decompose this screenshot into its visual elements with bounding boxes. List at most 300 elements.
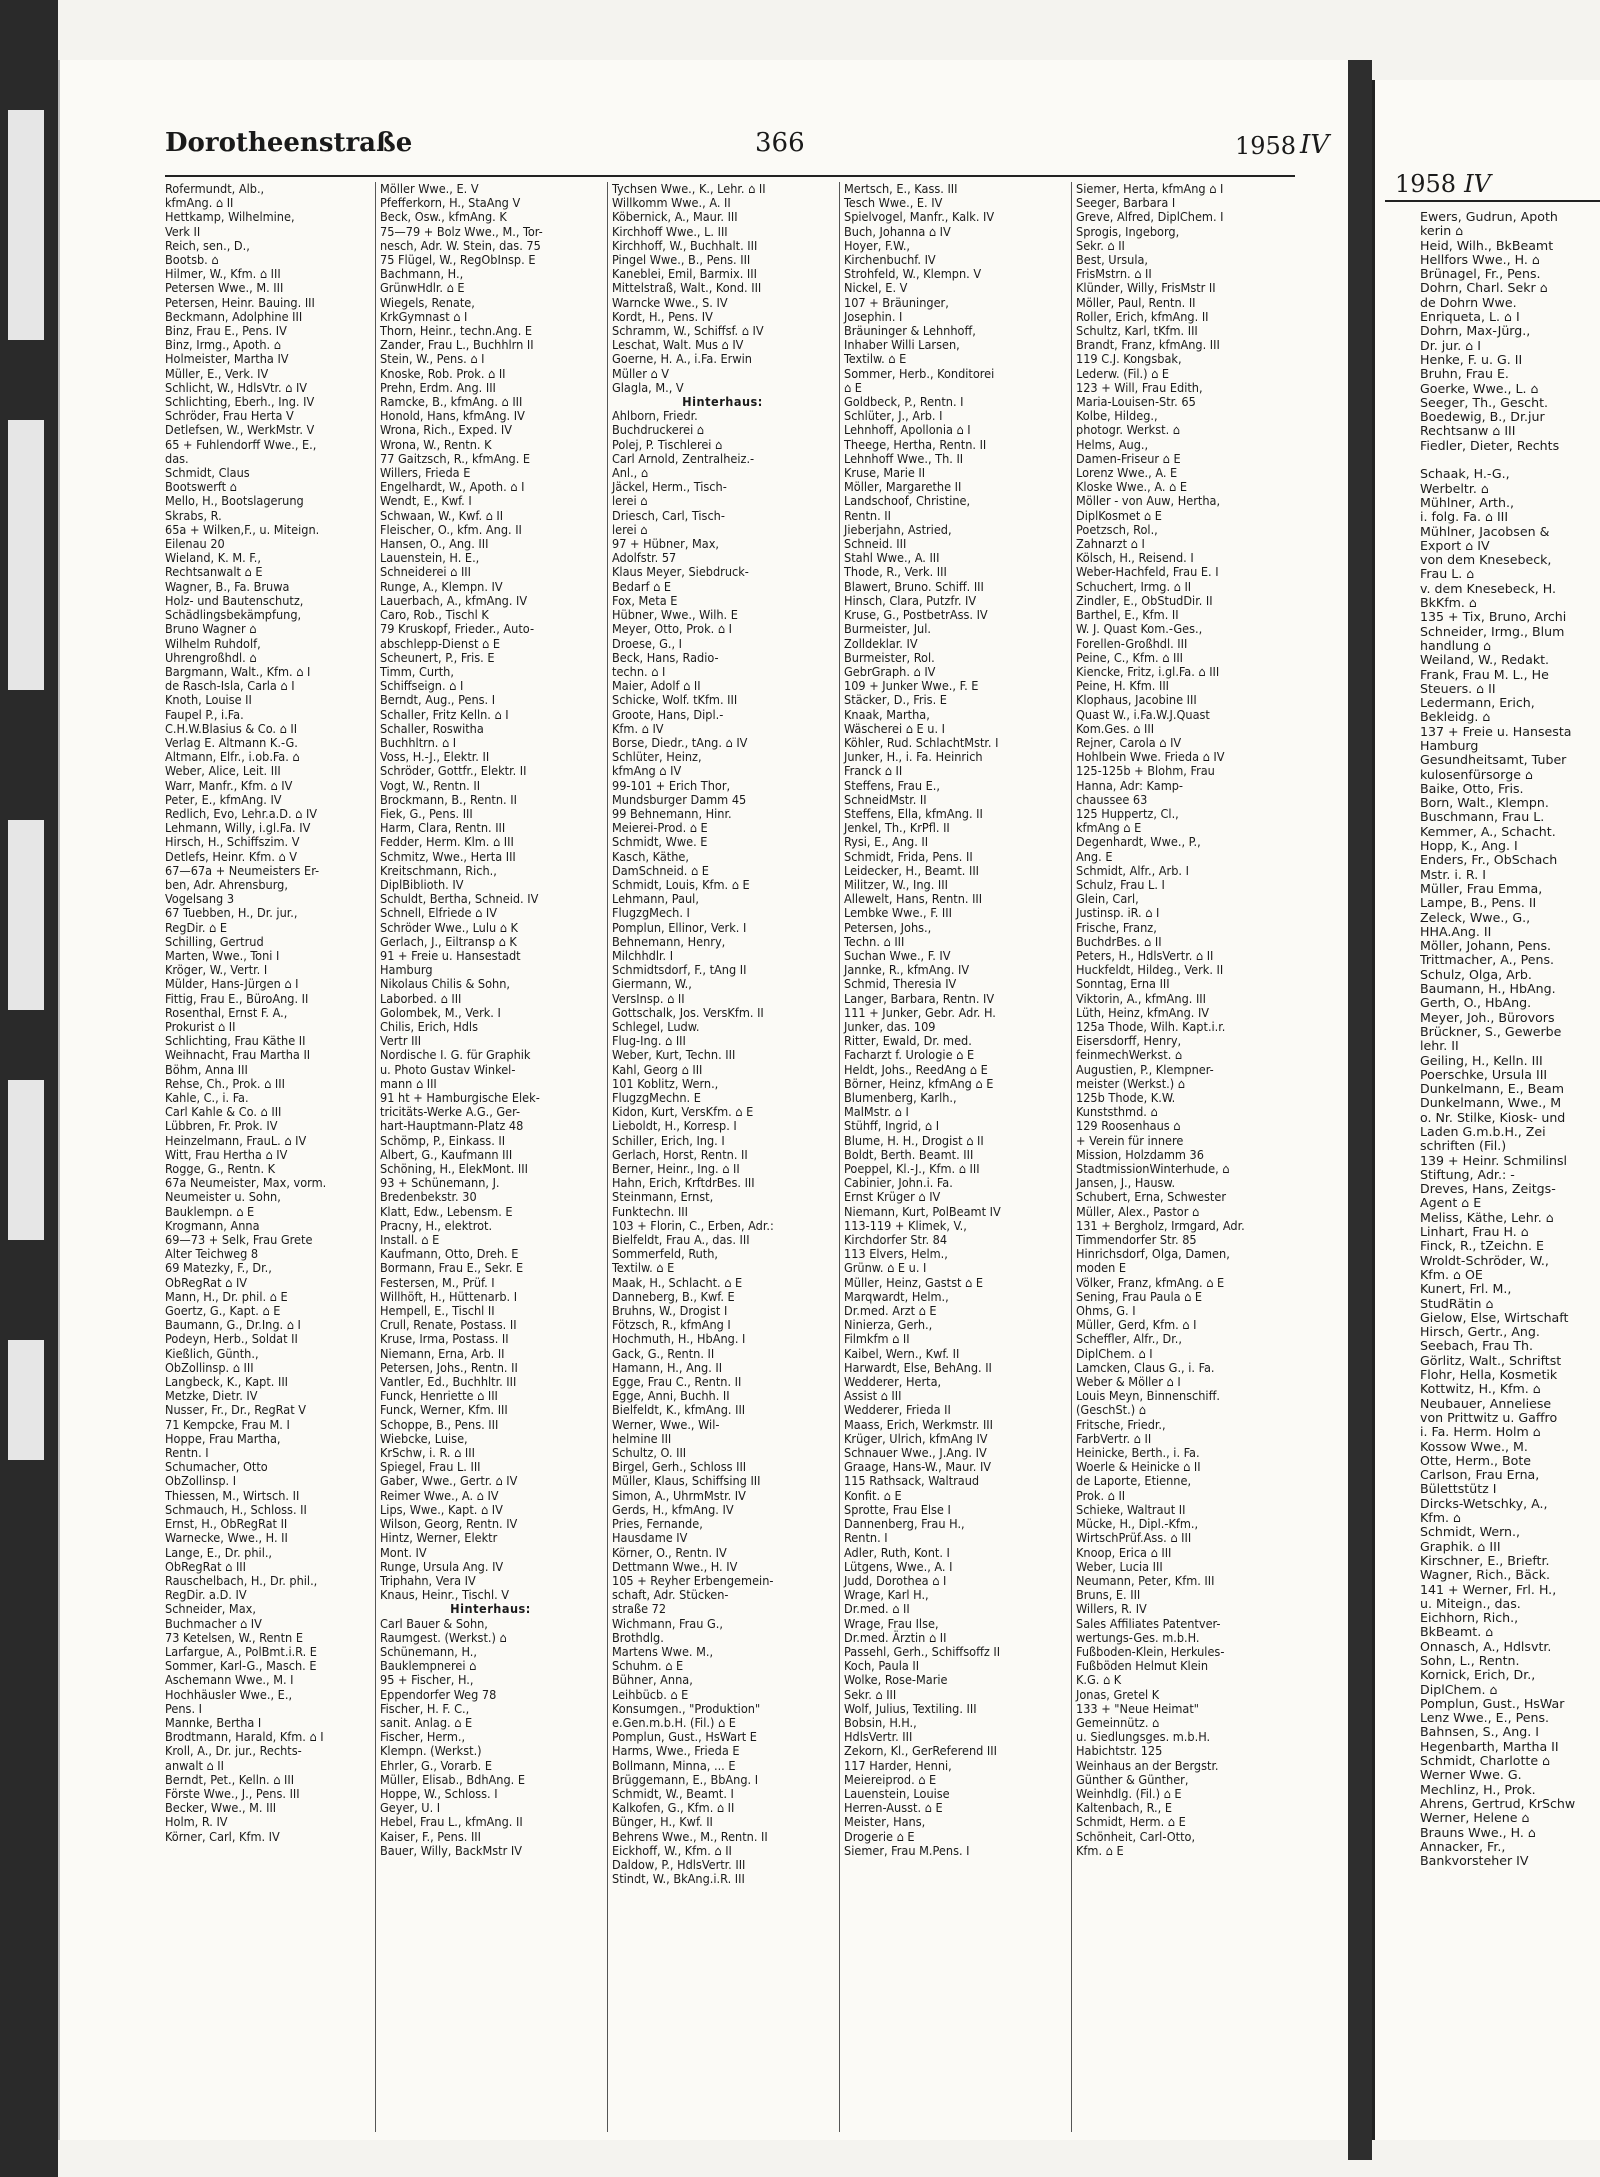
directory-entry: Uhrengroßhdl. ⌂ [165, 649, 257, 665]
directory-entry: Militzer, W., Ing. III [844, 876, 948, 892]
directory-entry: Hinrichsdorf, Olga, Damen, [1076, 1246, 1230, 1262]
directory-entry: Mechlinz, H., Prok. [1420, 1781, 1536, 1797]
directory-entry: Carl Arnold, Zentralheiz.- [612, 450, 755, 466]
directory-entry: u. Miteign., das. [1420, 1595, 1521, 1611]
directory-entry: Bormann, Frau E., Sekr. E [380, 1260, 524, 1276]
directory-entry: Müller, Frau Emma, [1420, 880, 1543, 896]
directory-entry: Niemann, Erna, Arb. II [380, 1345, 505, 1361]
directory-entry: Vantler, Ed., Buchhltr. III [380, 1374, 517, 1390]
directory-entry: Egge, Anni, Buchh. II [612, 1388, 730, 1404]
directory-entry: Herren-Ausst. ⌂ E [844, 1800, 943, 1816]
directory-entry: Ohms, G. I [1076, 1303, 1136, 1319]
directory-entry: Schaak, H.-G., [1420, 466, 1510, 482]
directory-entry: Textilw. ⌂ E [844, 351, 907, 367]
directory-entry: Willhöft, H., Hüttenarb. I [380, 1288, 518, 1304]
directory-entry: Baumann, G., Dr.Ing. ⌂ I [165, 1317, 301, 1333]
directory-entry: Kordt, H., Pens. IV [612, 308, 713, 324]
directory-entry: Vogt, W., Rentn. II [380, 777, 481, 793]
directory-entry: Kirchhoff Wwe., L. III [612, 223, 728, 239]
directory-entry: Wilson, Georg, Rentn. IV [380, 1516, 518, 1532]
directory-entry: Rauschelbach, H., Dr. phil., [165, 1572, 318, 1588]
directory-entry: Klophaus, Jacobine III [1076, 692, 1197, 708]
directory-entry: moden E [1076, 1260, 1127, 1276]
directory-entry: WirtschPrüf.Ass. ⌂ III [1076, 1530, 1192, 1546]
directory-entry: Buschmann, Frau L. [1420, 809, 1545, 825]
directory-entry: Junker, das. 109 [844, 1018, 936, 1034]
directory-entry: Kfm. ⌂ IV [612, 720, 664, 736]
directory-entry: Lehmann, Willy, i.gl.Fa. IV [165, 820, 311, 836]
directory-entry: Giermann, W., [612, 976, 692, 992]
directory-entry: Hamann, H., Ang. II [612, 1359, 723, 1375]
directory-entry: Barthel, E., Kfm. II [1076, 607, 1179, 623]
directory-entry: Meierei-Prod. ⌂ E [612, 820, 708, 836]
directory-entry: 125b Thode, K.W. [1076, 1090, 1176, 1105]
directory-entry: Hempell, E., Tischl II [380, 1303, 495, 1319]
directory-entry: 95 + Fischer, H., [380, 1672, 474, 1688]
directory-entry: Wrage, Frau Ilse, [844, 1615, 939, 1631]
directory-entry: kfmAng ⌂ IV [612, 763, 682, 779]
directory-entry: Fußboden-Klein, Herkules- [1076, 1643, 1225, 1659]
directory-entry: ben, Adr. Ahrensburg, [165, 876, 288, 892]
directory-entry: Brodtmann, Harald, Kfm. ⌂ I [165, 1729, 324, 1745]
directory-entry: Filmkfm ⌂ II [844, 1331, 910, 1347]
directory-entry: Dreves, Hans, Zeitgs- [1420, 1181, 1556, 1197]
directory-entry: Fischer, H. F. C., [380, 1700, 470, 1716]
directory-entry: Knoske, Rob. Prok. ⌂ II [380, 365, 506, 381]
directory-entry: Möller, Johann, Pens. [1420, 938, 1552, 954]
directory-entry: Steffens, Ella, kfmAng. II [844, 805, 983, 821]
directory-entry: Carlson, Frau Erna, [1420, 1467, 1540, 1483]
directory-entry: Lederw. (Fil.) ⌂ E [1076, 365, 1170, 381]
directory-entry: Spielvogel, Manfr., Kalk. IV [844, 209, 995, 225]
directory-entry: Suchan Wwe., F. IV [844, 947, 951, 963]
directory-entry: 107 + Bräuninger, [844, 294, 949, 310]
directory-column-3 [607, 182, 839, 2132]
directory-entry: Marqwardt, Helm., [844, 1288, 949, 1304]
directory-entry: Franck ⌂ II [844, 763, 903, 779]
directory-entry: Pracny, H., elektrot. [380, 1217, 493, 1233]
directory-entry: 141 + Werner, Frl. H., [1420, 1581, 1557, 1597]
directory-entry: 97 + Hübner, Max, [612, 536, 720, 552]
directory-entry: Petersen, Johs., Rentn. II [380, 1359, 518, 1375]
directory-entry: Ahlborn, Friedr. [612, 408, 698, 424]
directory-entry: Kölsch, H., Reisend. I [1076, 550, 1194, 566]
directory-entry: Konfit. ⌂ E [844, 1487, 902, 1503]
directory-entry: Zekorn, Kl., GerReferend III [844, 1743, 997, 1759]
directory-entry: Pomplun, Gust., HsWar [1420, 1695, 1565, 1711]
directory-entry: 67—67a + Neumeisters Er- [165, 862, 320, 878]
directory-entry: Niemann, Kurt, PolBeamt IV [844, 1203, 1001, 1219]
directory-entry: Gesundheitsamt, Tuber [1420, 752, 1567, 768]
directory-entry: Timmendorfer Str. 85 [1076, 1232, 1197, 1248]
directory-entry: Baumann, H., HbAng. [1420, 981, 1556, 997]
directory-entry: Ernst Krüger ⌂ IV [844, 1189, 941, 1205]
directory-entry: Wieland, K. M. F., [165, 550, 261, 566]
directory-entry: hart-Hauptmann-Platz 48 [380, 1118, 524, 1134]
directory-entry: Müller ⌂ V [612, 365, 670, 381]
directory-entry: Heldt, Johs., ReedAng ⌂ E [844, 1061, 988, 1077]
directory-entry: Brockmann, B., Rentn. II [380, 791, 517, 807]
directory-entry: Goertz, G., Kapt. ⌂ E [165, 1303, 281, 1319]
directory-entry: Petersen Wwe., M. III [165, 280, 284, 296]
directory-entry: Carl Bauer & Sohn, [380, 1615, 488, 1631]
directory-entry: Pomplun, Ellinor, Verk. I [612, 919, 747, 935]
directory-entry: Blume, H. H., Drogist ⌂ II [844, 1132, 984, 1148]
directory-entry: Ninierza, Gerh., [844, 1317, 933, 1333]
directory-entry: Berndt, Pet., Kelln. ⌂ III [165, 1771, 295, 1787]
directory-entry: Willers, R. IV [1076, 1601, 1147, 1617]
directory-entry: Flohr, Hella, Kosmetik [1420, 1367, 1558, 1383]
directory-entry: Hopp, K., Ang. I [1420, 838, 1518, 854]
directory-entry: u. Siedlungsges. m.b.H. [1076, 1729, 1211, 1745]
directory-entry: Hochmuth, H., HbAng. I [612, 1331, 746, 1347]
directory-entry: Zeleck, Wwe., G., [1420, 909, 1531, 925]
directory-entry: Kemmer, A., Schacht. [1420, 823, 1556, 839]
directory-entry: v. dem Knesebeck, H. [1420, 580, 1557, 596]
directory-entry: Bollmann, Minna, ... E [612, 1757, 736, 1773]
directory-entry: Schnauer Wwe., J.Ang. IV [844, 1445, 987, 1461]
directory-entry: Rechtsanw ⌂ III [1420, 423, 1516, 439]
directory-entry: Jansen, J., Hausw. [1076, 1175, 1176, 1191]
directory-entry: straße 72 [612, 1601, 667, 1617]
directory-entry: Kreitschmann, Rich., [380, 862, 497, 878]
directory-entry: Albert, G., Kaufmann III [380, 1146, 513, 1162]
directory-entry: Boedewig, B., Dr.jur [1420, 409, 1545, 425]
directory-entry: Heinicke, Berth., i. Fa. [1076, 1445, 1200, 1461]
directory-entry: Bruns, E. III [1076, 1587, 1141, 1603]
directory-entry: Hansen, O., Ang. III [380, 536, 489, 552]
directory-entry: Egge, Frau C., Rentn. II [612, 1374, 742, 1390]
directory-entry: von Prittwitz u. Gaffro [1420, 1409, 1558, 1425]
directory-entry: Lüth, Heinz, kfmAng. IV [1076, 1004, 1210, 1020]
directory-entry: Kaufmann, Otto, Dreh. E [380, 1246, 519, 1262]
directory-entry: Lamcken, Claus G., i. Fa. [1076, 1359, 1215, 1375]
directory-entry: Altmann, Elfr., i.ob.Fa. ⌂ [165, 749, 300, 765]
directory-entry: K.G. ⌂ K [1076, 1672, 1122, 1688]
directory-entry: wertungs-Ges. m.b.H. [1076, 1629, 1200, 1645]
directory-entry: 125 Huppertz, Cl., [1076, 805, 1179, 821]
directory-entry: Justinsp. iR. ⌂ I [1076, 905, 1160, 921]
directory-entry: Schlüter, Heinz, [612, 749, 702, 765]
directory-entry: Bielfeldt, K., kfmAng. III [612, 1402, 746, 1418]
directory-entry: Lorenz Wwe., A. E [1076, 465, 1178, 481]
directory-entry: Bauklempnerei ⌂ [380, 1658, 477, 1674]
directory-entry: helmine III [612, 1430, 672, 1446]
directory-entry: Nikolaus Chilis & Sohn, [380, 976, 511, 992]
directory-entry: Buchmacher ⌂ IV [165, 1615, 262, 1631]
directory-entry: Pries, Fernande, [612, 1516, 703, 1532]
directory-entry: Laden G.m.b.H., Zei [1420, 1124, 1546, 1139]
right-header-rule [1385, 200, 1600, 202]
directory-entry: MalMstr. ⌂ I [844, 1104, 909, 1120]
directory-entry: FrisMstrn. ⌂ II [1076, 266, 1152, 282]
directory-entry: Schöning, H., ElekMont. III [380, 1161, 528, 1177]
directory-entry: Mission, Holzdamm 36 [1076, 1146, 1204, 1162]
directory-entry: de Rasch-Isla, Carla ⌂ I [165, 678, 295, 694]
directory-entry: Lembke Wwe., F. III [844, 905, 952, 921]
directory-entry: Mittelstraß, Walt., Kond. III [612, 280, 762, 296]
directory-entry: Kaneblei, Emil, Barmix. III [612, 266, 757, 282]
directory-entry: DiplChem. ⌂ [1420, 1681, 1498, 1697]
directory-entry: Heid, Wilh., BkBeamt [1420, 237, 1554, 253]
directory-entry: kulosenfürsorge ⌂ [1420, 766, 1533, 782]
directory-entry: Hohlbein Wwe. Frieda ⌂ IV [1076, 749, 1225, 765]
directory-entry: Rechtsanwalt ⌂ E [165, 564, 263, 580]
street-name: Dorotheenstraße [165, 128, 413, 158]
directory-entry: Schmitz, Wwe., Herta III [380, 848, 516, 864]
directory-entry: Gerth, O., HbAng. [1420, 995, 1532, 1011]
directory-entry: Dunkelmann, Wwe., M [1420, 1095, 1562, 1111]
directory-entry: Mücke, H., Dipl.-Kfm., [1076, 1516, 1199, 1532]
directory-entry: 93 + Schünemann, J. [380, 1175, 500, 1191]
directory-entry: Export ⌂ IV [1420, 537, 1490, 553]
directory-entry: 131 + Bergholz, Irmgard, Adr. [1076, 1217, 1245, 1233]
directory-entry: Detlefs, Heinr. Kfm. ⌂ V [165, 848, 298, 864]
directory-entry: Glein, Carl, [1076, 891, 1139, 907]
directory-entry: Berner, Heinr., Ing. ⌂ II [612, 1161, 740, 1177]
directory-entry: Meister, Hans, [844, 1814, 926, 1830]
directory-entry: Frische, Franz, [1076, 919, 1157, 935]
directory-entry: DiplBiblioth. IV [380, 876, 464, 892]
directory-entry: Willkomm Wwe., A. II [612, 195, 731, 211]
directory-entry: Weber, Alice, Leit. III [165, 763, 281, 779]
directory-entry: SchneidMstr. II [844, 791, 927, 807]
directory-entry: Bachmann, H., [380, 266, 464, 282]
book-binding-edge [0, 0, 58, 2177]
directory-entry: Kirchhoff, W., Buchhalt. III [612, 237, 758, 253]
directory-entry: KrkGymnast ⌂ I [380, 308, 468, 324]
directory-entry: Kirchenbuchf. IV [844, 252, 936, 268]
directory-entry: Sommerfeld, Ruth, [612, 1246, 719, 1262]
directory-entry: Neubauer, Anneliese [1420, 1395, 1552, 1411]
directory-entry: Wrona, Rich., Exped. IV [380, 422, 512, 438]
directory-entry: Weinhdlg. (Fil.) ⌂ E [1076, 1785, 1182, 1801]
directory-entry: Bauer, Willy, BackMstr IV [380, 1842, 522, 1858]
directory-entry: 67a Neumeister, Max, vorm. [165, 1175, 327, 1191]
directory-entry: Detlefsen, W., WerkMstr. V [165, 422, 315, 438]
directory-entry: Fischer, Herm., [380, 1729, 466, 1745]
directory-entry: Passehl, Gerh., Schiffsoffz II [844, 1643, 1001, 1659]
directory-entry: Müller, E., Verk. IV [165, 365, 269, 381]
directory-entry: Schlüter, J., Arb. I [844, 408, 943, 424]
directory-entry: Schömp, P., Einkass. II [380, 1132, 506, 1148]
directory-entry: Körner, O., Rentn. IV [612, 1544, 727, 1560]
directory-entry: Bühner, Anna, [612, 1672, 693, 1688]
directory-entry: lerei ⌂ [612, 493, 648, 509]
directory-entry: Geyer, U. I [380, 1800, 441, 1816]
directory-entry: Hirsch, H., Schiffszim. V [165, 834, 300, 850]
directory-entry: + Verein für innere [1076, 1132, 1184, 1148]
directory-entry: Kroll, A., Dr. jur., Rechts- [165, 1743, 302, 1759]
directory-entry: Neumann, Peter, Kfm. III [1076, 1572, 1215, 1588]
directory-entry: Adler, Ruth, Kont. I [844, 1544, 950, 1560]
directory-entry: Josephin. I [844, 308, 903, 324]
directory-entry: Schiller, Erich, Ing. I [612, 1132, 725, 1148]
directory-entry: Born, Walt., Klempn. [1420, 795, 1549, 811]
directory-entry: Wedderer, Frieda II [844, 1402, 951, 1418]
directory-entry: Martens Wwe. M., [612, 1643, 714, 1659]
directory-entry: Graage, Hans-W., Maur. IV [844, 1459, 992, 1475]
directory-entry: Schröder, Gottfr., Elektr. II [380, 763, 527, 779]
directory-entry: Degenhardt, Wwe., P., [1076, 834, 1201, 850]
directory-entry: Heinzelmann, FrauL. ⌂ IV [165, 1132, 307, 1148]
directory-entry: Voss, H.-J., Elektr. II [380, 749, 490, 765]
directory-entry: Redlich, Evo, Lehr.a.D. ⌂ IV [165, 805, 318, 821]
directory-entry: Danneberg, B., Kwf. E [612, 1288, 735, 1304]
directory-entry: Nordische I. G. für Graphik [380, 1047, 531, 1063]
directory-entry: Willers, Frieda E [380, 465, 471, 481]
directory-entry: Völker, Franz, kfmAng. ⌂ E [1076, 1274, 1225, 1290]
directory-entry: Bruhn, Frau E. [1420, 366, 1509, 382]
directory-entry: Mühlner, Jacobsen & [1420, 523, 1550, 539]
directory-entry: Schuhm. ⌂ E [612, 1658, 684, 1674]
directory-entry: Borse, Diedr., tAng. ⌂ IV [612, 734, 748, 750]
directory-entry: Hinterhaus: [450, 1601, 531, 1617]
directory-entry: Fox, Meta E [612, 592, 678, 608]
directory-entry: Müller, Alex., Pastor ⌂ [1076, 1203, 1200, 1219]
directory-entry: Kunststhmd. ⌂ [1076, 1104, 1158, 1120]
directory-entry: GebrGraph. ⌂ IV [844, 663, 936, 679]
directory-entry: C.H.W.Blasius & Co. ⌂ II [165, 720, 298, 736]
directory-entry: Kloske Wwe., A. ⌂ E [1076, 479, 1188, 495]
directory-entry: Beck, Osw., kfmAng. K [380, 209, 507, 225]
directory-entry: Wilhelm Ruhdolf, [165, 635, 261, 651]
directory-entry: Werner, Helene ⌂ [1420, 1810, 1530, 1826]
directory-entry: Fleischer, O., kfm. Ang. II [380, 521, 522, 537]
directory-entry: Brückner, S., Gewerbe [1420, 1023, 1562, 1039]
directory-entry: 139 + Heinr. Schmilinsl [1420, 1152, 1568, 1168]
directory-entry: Sekr. ⌂ III [844, 1686, 897, 1702]
directory-entry: Dr. jur. ⌂ I [1420, 337, 1481, 353]
directory-entry: Eilenau 20 [165, 536, 225, 552]
directory-entry: Facharzt f. Urologie ⌂ E [844, 1047, 975, 1063]
directory-entry: Sekr. ⌂ II [1076, 237, 1125, 253]
directory-entry: Schieke, Waltraut II [1076, 1501, 1186, 1517]
directory-entry: schriften (Fil.) [1420, 1138, 1507, 1154]
directory-entry: Wolf, Julius, Textiling. III [844, 1700, 977, 1716]
directory-entry: 67 Tuebben, H., Dr. jur., [165, 905, 298, 921]
directory-entry: Ang. E [1076, 848, 1113, 864]
directory-entry: Müller, Elisab., BdhAng. E [380, 1771, 525, 1787]
directory-entry: Hilmer, W., Kfm. ⌂ III [165, 266, 281, 282]
directory-entry: Schönheit, Carl-Otto, [1076, 1828, 1196, 1844]
directory-entry: Ewers, Gudrun, Apoth [1420, 210, 1558, 224]
directory-entry: feinmechWerkst. ⌂ [1076, 1047, 1183, 1063]
directory-entry: Schicke, Wolf. tKfm. III [612, 692, 738, 708]
directory-entry: Kaibel, Wern., Kwf. II [844, 1345, 960, 1361]
directory-entry: Kruse, G., PostbetrAss. IV [844, 607, 988, 623]
directory-entry: Hoppe, Frau Martha, [165, 1430, 281, 1446]
directory-entry: Eichhorn, Rich., [1420, 1610, 1519, 1626]
right-page-column [1420, 210, 1600, 2110]
directory-entry: Pomplun, Gust., HsWart E [612, 1729, 757, 1745]
directory-entry: Kießlich, Günth., [165, 1345, 259, 1361]
directory-entry: Bedarf ⌂ E [612, 578, 672, 594]
right-page-header [1395, 170, 1491, 198]
directory-entry: Poerschke, Ursula III [1420, 1066, 1548, 1082]
directory-entry: Linhart, Frau H. ⌂ [1420, 1224, 1529, 1240]
directory-entry: Müller, Gerd, Kfm. ⌂ I [1076, 1317, 1197, 1333]
directory-entry: Tesch Wwe., E. IV [844, 195, 943, 211]
directory-column-5 [1071, 182, 1295, 2132]
directory-entry: Fedder, Herm. Klm. ⌂ III [380, 834, 514, 850]
directory-entry: Trittmacher, A., Pens. [1420, 952, 1555, 968]
directory-entry: Lehnhoff Wwe., Th. II [844, 450, 964, 466]
directory-entry: Bruno Wagner ⌂ [165, 621, 257, 637]
directory-entry: Schultz, Karl, tKfm. III [1076, 323, 1198, 339]
directory-entry: 71 Kempcke, Frau M. I [165, 1416, 290, 1432]
directory-entry: Hebel, Frau L., kfmAng. II [380, 1814, 523, 1830]
directory-entry: Schlicht, W., HdlsVtr. ⌂ IV [165, 379, 308, 395]
directory-entry: Nusser, Fr., Dr., RegRat V [165, 1402, 306, 1418]
directory-entry: Lehmann, Paul, [612, 891, 699, 907]
directory-entry: Werbeltr. ⌂ [1420, 480, 1489, 496]
directory-entry: Vertr III [380, 1033, 422, 1049]
directory-entry: Schmidt, W., Beamt. I [612, 1785, 734, 1801]
directory-entry: lehr. II [1420, 1038, 1459, 1054]
directory-entry: 91 + Freie u. Hansestadt [380, 947, 521, 963]
directory-entry: Stiftung, Adr.: - [1420, 1166, 1515, 1182]
directory-entry: Köhler, Rud. SchlachtMstr. I [844, 734, 999, 750]
directory-entry: Kasch, Käthe, [612, 848, 690, 864]
directory-entry: Wolke, Rose-Marie [844, 1672, 948, 1688]
directory-entry: 135 + Tix, Bruno, Archi [1420, 609, 1567, 625]
directory-entry: Reimer Wwe., A. ⌂ IV [380, 1487, 499, 1503]
directory-entry: 113-119 + Klimek, V., [844, 1217, 967, 1233]
directory-entry: Rentn. I [165, 1445, 209, 1461]
directory-entry: Fötzsch, R., kfmAng I [612, 1317, 731, 1333]
directory-entry: Sommer, Karl-G., Masch. E [165, 1658, 317, 1674]
directory-entry: Werner, Wwe., Wil- [612, 1416, 720, 1432]
directory-entry: Blumenberg, Karlh., [844, 1090, 957, 1105]
directory-entry: Install. ⌂ E [380, 1232, 440, 1248]
directory-entry: Knaus, Heinr., Tischl. V [380, 1587, 510, 1603]
directory-entry: Müller, Heinz, Gastst ⌂ E [844, 1274, 984, 1290]
directory-entry: 69 Matezky, F., Dr., [165, 1260, 272, 1276]
directory-entry: Schnell, Elfriede ⌂ IV [380, 905, 497, 921]
directory-entry: Poetzsch, Rol., [1076, 521, 1158, 537]
directory-entry: Schlichting, Frau Käthe II [165, 1033, 306, 1049]
directory-entry: Schulz, Olga, Arb. [1420, 966, 1532, 982]
directory-entry: Neumeister u. Sohn, [165, 1189, 281, 1205]
directory-entry: Binz, Irmg., Apoth. ⌂ [165, 337, 281, 353]
directory-entry: Jieberjahn, Astried, [844, 521, 952, 537]
header-rule [165, 175, 1295, 177]
directory-entry: Baike, Otto, Fris. [1420, 780, 1524, 796]
directory-entry: Sales Affiliates Patentver- [1076, 1615, 1221, 1631]
directory-entry: HdlsVertr. III [844, 1729, 913, 1745]
directory-entry: Günther & Günther, [1076, 1771, 1189, 1787]
directory-entry: Schiffseign. ⌂ I [380, 678, 464, 694]
directory-entry: 111 + Junker, Gebr. Adr. H. [844, 1004, 996, 1020]
directory-entry: Harm, Clara, Rentn. III [380, 820, 506, 836]
directory-entry: 123 + Will, Frau Edith, [1076, 379, 1203, 395]
directory-entry: Goerne, H. A., i.Fa. Erwin [612, 351, 752, 367]
directory-entry: Schuchert, Irmg. ⌂ II [1076, 578, 1192, 594]
directory-entry: Warr, Manfr., Kfm. ⌂ IV [165, 777, 293, 793]
directory-entry: Peine, H. Kfm. III [1076, 678, 1170, 694]
directory-entry: Schlichting, Eberh., Ing. IV [165, 394, 315, 410]
directory-entry: Meyer, Otto, Prok. ⌂ I [612, 621, 733, 637]
directory-entry: Grünw. ⌂ E u. I [844, 1260, 927, 1276]
directory-entry: 117 Harder, Henni, [844, 1757, 952, 1773]
directory-entry: 65a + Wilken,F., u. Miteign. [165, 521, 320, 537]
directory-entry: ObRegRat ⌂ III [165, 1558, 246, 1574]
directory-entry: Schmidt, Charlotte ⌂ [1420, 1753, 1551, 1769]
directory-entry: Dr.med. Arzt ⌂ E [844, 1303, 937, 1319]
directory-entry: Behnemann, Henry, [612, 933, 726, 949]
directory-entry: Mülder, Hans-Jürgen ⌂ I [165, 976, 299, 992]
